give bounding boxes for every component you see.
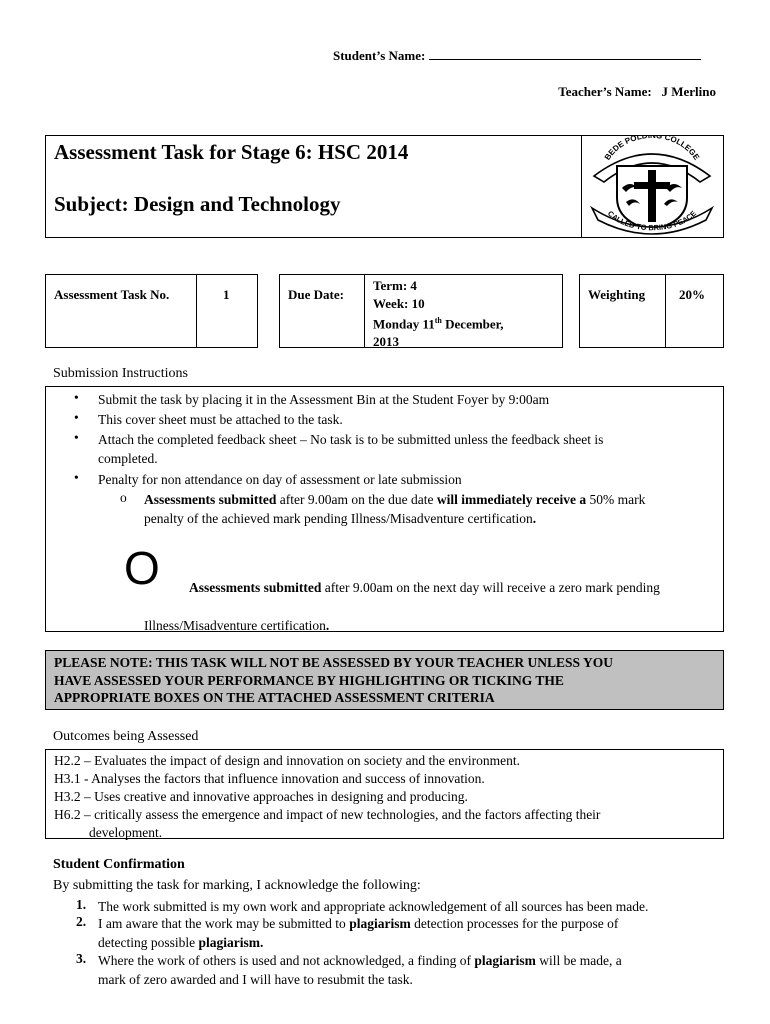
submission-heading: Submission Instructions (53, 366, 188, 381)
sub-item-late-penalty: Assessments submitted after 9.00am on the due date will immediately receive a 50% mark penalty of the achieved mark pending Illness/Misadventure certification. (144, 492, 646, 526)
student-name-blank[interactable] (429, 47, 701, 60)
due-term: Term: 4 (373, 278, 417, 293)
confirmation-item: Where the work of others is used and not acknowledged, a finding of plagiarism will be made, a mark of zero awarded and I will have to resubmit the task. (98, 953, 622, 987)
sub-bullet-large-icon: O (124, 542, 160, 594)
outcomes-heading: Outcomes being Assessed (53, 729, 199, 744)
sub-item-zero-mark: Assessments submitted after 9.00am on the next day will receive a zero mark pending (189, 580, 660, 595)
bullet-icon: • (74, 410, 79, 425)
sub-item-zero-mark-cont: Illness/Misadventure certification. (144, 618, 330, 633)
outcome-item: H3.1 - Analyses the factors that influence innovation and success of innovation. (54, 771, 485, 786)
submission-box (45, 386, 724, 632)
confirmation-item: The work submitted is my own work and appropriate acknowledgement of all sources has been made. (98, 899, 649, 914)
list-item-continuation: completed. (98, 451, 158, 466)
confirmation-heading: Student Confirmation (53, 857, 185, 872)
bullet-icon: • (74, 430, 79, 445)
due-week: Week: 10 (373, 295, 425, 311)
due-date-label: Due Date: (288, 287, 344, 302)
due-date-value: Monday 11th December, (373, 316, 504, 332)
crest-bottom-text: CALLED TO BRING PEACE (605, 208, 699, 233)
due-year: 2013 (373, 333, 399, 349)
weighting-cell (665, 275, 724, 347)
sub-bullet-icon: o (120, 490, 127, 505)
teacher-name-label: Teacher’s Name: (558, 84, 652, 99)
due-date-cell (364, 275, 563, 347)
task-number-label: Assessment Task No. (54, 287, 170, 302)
teacher-name-field (558, 84, 716, 100)
notice-box (45, 650, 724, 710)
task-number-cell (196, 275, 258, 347)
student-name-label: Student’s Name: (333, 48, 426, 63)
list-number: 1. (76, 897, 87, 912)
weighting-label: Weighting (588, 287, 646, 302)
list-item: Penalty for non attendance on day of assessment or late submission (98, 472, 462, 487)
outcome-item-continuation: development. (89, 825, 163, 840)
weighting-box (579, 274, 724, 348)
teacher-name-value: J Merlino (661, 84, 716, 99)
due-date-box (279, 274, 563, 348)
outcomes-box (45, 749, 724, 839)
list-number: 2. (76, 914, 87, 929)
notice-line: HAVE ASSESSED YOUR PERFORMANCE BY HIGHLIGHTING OR TICKING THE (54, 672, 564, 688)
confirmation-intro: By submitting the task for marking, I acknowledge the following: (53, 878, 421, 893)
list-item: This cover sheet must be attached to the task. (98, 412, 343, 427)
crest-icon (582, 136, 722, 237)
college-crest (581, 136, 723, 237)
notice-line: APPROPRIATE BOXES ON THE ATTACHED ASSESSMENT CRITERIA (54, 690, 495, 705)
outcome-item: H2.2 – Evaluates the impact of design and innovation on society and the environment. (54, 753, 521, 768)
list-item: Submit the task by placing it in the Assessment Bin at the Student Foyer by 9:00am (98, 392, 550, 407)
notice-line: PLEASE NOTE: THIS TASK WILL NOT BE ASSESSED BY YOUR TEACHER UNLESS YOU (54, 655, 613, 670)
crest-top-text: BEDE POL COLLEGE (602, 136, 702, 162)
title-box (45, 135, 724, 238)
page-title: Assessment Task for Stage 6: HSC 2014 (54, 140, 409, 164)
bullet-icon: • (74, 470, 79, 485)
student-name-field (333, 47, 701, 64)
list-number: 3. (76, 951, 87, 966)
outcome-item: H3.2 – Uses creative and innovative approaches in designing and producing. (54, 789, 468, 804)
task-number-box (45, 274, 258, 348)
outcome-item: H6.2 – critically assess the emergence and impact of new technologies, and the factors affecting their (54, 807, 601, 822)
bullet-icon: • (74, 390, 79, 405)
list-item: Attach the completed feedback sheet – No task is to be submitted unless the feedback sheet is (98, 432, 604, 447)
task-number-value: 1 (223, 287, 230, 302)
subject-title: Subject: Design and Technology (54, 192, 341, 216)
confirmation-item: I am aware that the work may be submitted to plagiarism detection processes for the purpose of detecting possible plagiarism. (98, 916, 619, 950)
weighting-value: 20% (679, 287, 705, 302)
